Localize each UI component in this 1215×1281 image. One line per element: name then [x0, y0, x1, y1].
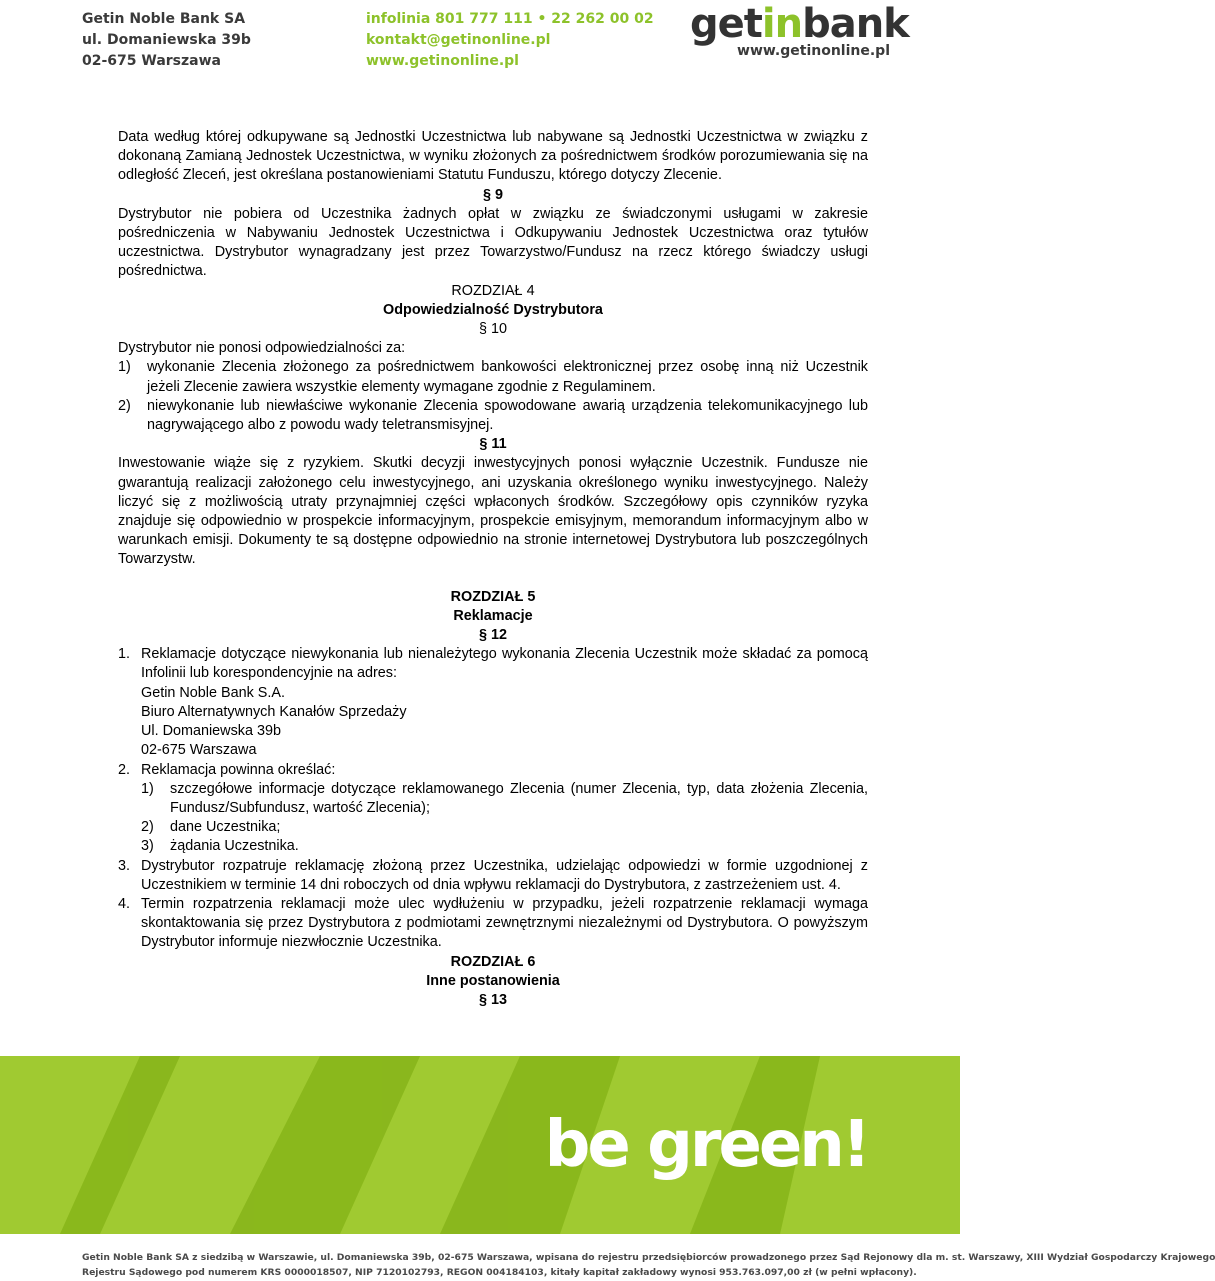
list-item: 1) szczegółowe informacje dotyczące reklamowanego Zlecenia (numer Zlecenia, typ, data złożenia Zlecenia, Fundusz/Subfundusz, wartość Zlecenia); [141, 780, 868, 816]
bank-street: ul. Domaniewska 39b [82, 32, 251, 48]
logo-wordmark: getinbank [690, 1, 909, 47]
address-line: Ul. Domaniewska 39b [141, 723, 281, 740]
footer-legal [82, 1250, 1215, 1280]
header-contact [366, 9, 654, 72]
contact-email[interactable]: kontakt@getinonline.pl [366, 32, 551, 48]
getinbank-logo [690, 0, 909, 60]
paragraph-10-lead: Dystrybutor nie ponosi odpowiedzialności za: [118, 340, 406, 357]
document-body [118, 128, 868, 1010]
chapter-4-title: Odpowiedzialność Dystrybutora [383, 301, 603, 318]
paragraph-11: Inwestowanie wiąże się z ryzykiem. Skutki decyzji inwestycyjnych ponosi wyłącznie Uczestnik. Fundusze nie gwarantują realizacji założonego celu inwestycyjnego, ani uzyskania określonego wyniku inwestycyjnego. Należy liczyć się z możliwością utraty przynajmniej części wpłaconych środków. Szczegółowy opis czynników ryzyka znajduje się odpowiednio w prospekcie informacyjnym, prospekcie emisyjnym, memorandum informacyjnym albo w warunkach emisji. Dokumenty te są dostępne odpowiednio na stronie internetowej Dystrybutora lub poszczególnych Towarzystw. [118, 455, 868, 568]
address-line: Getin Noble Bank S.A. [141, 684, 285, 701]
list-item: 4. Termin rozpatrzenia reklamacji może ulec wydłużeniu w przypadku, jeżeli rozpatrzenie reklamacji wymaga skontaktowania się przez Dystrybutora z podmiotami zewnętrznymi niezależnymi od Dystrybutora. O powyższym Dystrybutor informuje niezwłocznie Uczestnika. [118, 895, 868, 951]
list-item: 3) żądania Uczestnika. [141, 838, 299, 855]
section-12-list [118, 645, 868, 952]
list-item: 2. Reklamacja powinna określać: 1) szczegółowe informacje dotyczące reklamowanego Zlecenia (numer Zlecenia, typ, data złożenia Zlecenia, Fundusz/Subfundusz, wartość Zlecenia); 2) dane Uczestnika; 3) żądania Uczestnika. [118, 761, 868, 857]
chapter-5-title: Reklamacje [453, 607, 533, 624]
footer-green-band [0, 1056, 960, 1234]
list-item: 2) dane Uczestnika; [141, 819, 281, 836]
list-item: 1. Reklamacje dotyczące niewykonania lub nienależytego wykonania Zlecenia Uczestnik może składać za pomocą Infolinii lub korespondencyjnie na adres: Getin Noble Bank S.A. Biuro Alternatywnych Kanałów Sprzedaży Ul. Domaniewska 39b 02-675 Warszawa [118, 645, 868, 760]
footer-legal-line2: Rejestru Sądowego pod numerem KRS 0000018507, NIP 7120102793, REGON 004184103, kitały kapitał zakładowy wynosi 953.763.097,00 zł (w pełni wpłacony). [82, 1267, 917, 1278]
paragraph-9: Dystrybutor nie pobiera od Uczestnika żadnych opłat w związku ze świadczonymi usługami w zakresie pośredniczenia w Nabywaniu Jednostek Uczestnictwa i Odkupywaniu Jednostek Uczestnictwa oraz tytułów uczestnictwa. Dystrybutor wynagradzany jest przez Towarzystwo/Fundusz na rzecz którego świadczy usługi pośrednictwa. [118, 205, 868, 280]
chapter-6-title: Inne postanowienia [426, 972, 560, 989]
section-12-heading: § 12 [478, 627, 507, 644]
section-10-heading: § 10 [478, 321, 507, 338]
list-item: 1) wykonanie Zlecenia złożonego za pośrednictwem bankowości elektronicznej przez osobę inną niż Uczestnik jeżeli Zlecenie zawiera wszystkie elementy wymagane zgodnie z Regulaminem. [118, 359, 868, 395]
header-address [82, 9, 251, 72]
logo-url[interactable]: www.getinonline.pl [737, 43, 890, 59]
website-link[interactable]: www.getinonline.pl [366, 53, 519, 69]
list-item: 2) niewykonanie lub niewłaściwe wykonanie Zlecenia spowodowane awarią urządzenia telekomunikacyjnego lub nagrywającego albo z powodu wady teletransmisyjnej. [118, 397, 868, 434]
infoline: infolinia 801 777 111 • 22 262 00 02 [366, 11, 654, 27]
chapter-6-heading: ROZDZIAŁ 6 [450, 953, 536, 970]
section-13-heading: § 13 [478, 991, 507, 1008]
section-10-list [118, 358, 868, 435]
footer-slogan: be green! [544, 1108, 868, 1182]
sub-list [141, 780, 868, 857]
list-item: 3. Dystrybutor rozpatruje reklamację złożoną przez Uczestnika, udzielając odpowiedzi w formie uzgodnionej z Uczestnikiem w terminie 14 dni roboczych od dnia wpływu reklamacji do Dystrybutora, z zastrzeżeniem ust. 4. [118, 857, 868, 893]
address-line: 02-675 Warszawa [141, 742, 257, 759]
footer-legal-line1: Getin Noble Bank SA z siedzibą w Warszawie, ul. Domaniewska 39b, 02-675 Warszawa, wpisana do rejestru przedsiębiorców prowadzonego przez Sąd Rejonowy dla m. st. Warszawy, XIII Wydział Gospodarczy Krajowego [82, 1252, 1215, 1263]
chapter-5-heading: ROZDZIAŁ 5 [450, 588, 536, 605]
section-9-heading: § 9 [482, 186, 503, 203]
address-line: Biuro Alternatywnych Kanałów Sprzedaży [141, 703, 407, 720]
chapter-4-heading: ROZDZIAŁ 4 [451, 282, 535, 299]
bank-city: 02-675 Warszawa [82, 53, 221, 69]
paragraph-intro: Data według której odkupywane są Jednostki Uczestnictwa lub nabywane są Jednostki Uczestnictwa w związku z dokonaną Zamianą Jednostek Uczestnictwa, w wyniku złożonych za pośrednictwem środków porozumiewania się na odległość Zleceń, jest określana postanowieniami Statutu Funduszu, którego dotyczy Zlecenie. [118, 129, 868, 184]
bank-name: Getin Noble Bank SA [82, 11, 246, 27]
section-11-heading: § 11 [479, 436, 507, 453]
